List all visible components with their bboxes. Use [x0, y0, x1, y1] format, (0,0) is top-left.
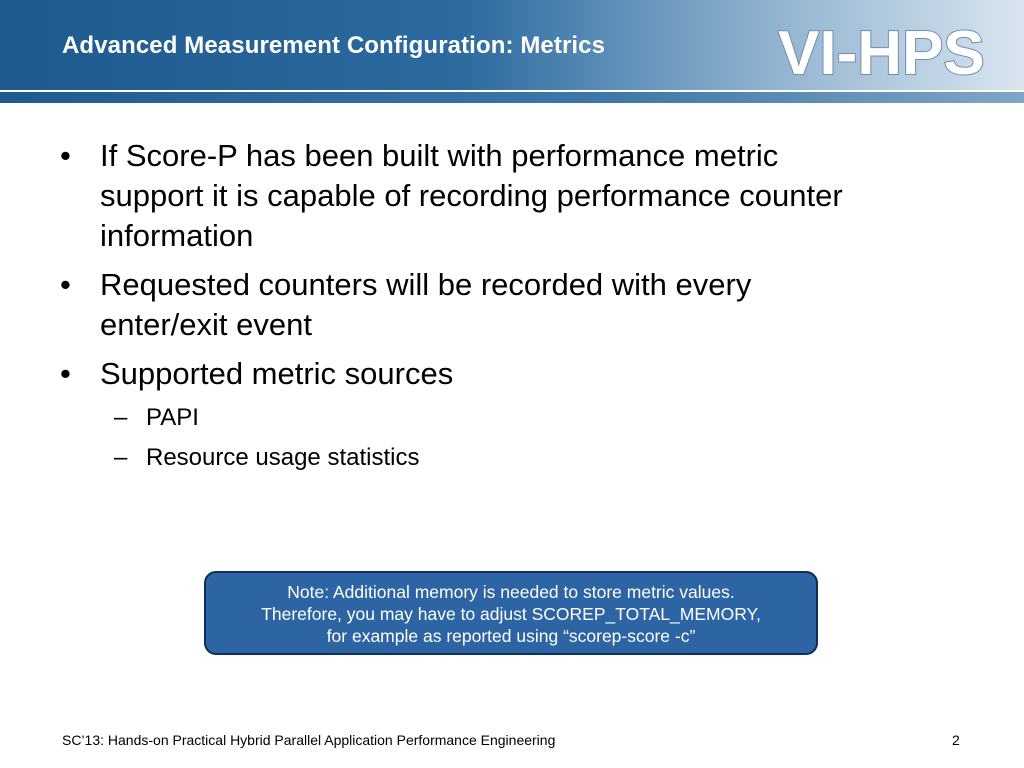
- bullet-marker: •: [60, 138, 71, 173]
- bullet-marker: •: [60, 267, 71, 302]
- bullet-item: [60, 265, 940, 345]
- bullet-line: If Score-P has been built with performance metric: [100, 138, 779, 173]
- bullet-line: information: [100, 218, 254, 253]
- bullet-marker: •: [60, 356, 71, 391]
- bullet-line: Requested counters will be recorded with every: [100, 267, 752, 302]
- sub-bullet-marker: –: [114, 444, 128, 471]
- bullet-line: enter/exit event: [100, 307, 312, 342]
- bullet-line: support it is capable of recording performance counter: [100, 178, 843, 213]
- vi-hps-logo: [776, 12, 986, 82]
- sub-bullet-text: Resource usage statistics: [146, 444, 420, 471]
- note-callout: [204, 571, 818, 655]
- sub-bullet-text: PAPI: [146, 404, 199, 431]
- footer-text: SC’13: Hands-on Practical Hybrid Parallel Application Performance Engineering: [62, 732, 556, 748]
- logo-text: VI-HPS: [778, 19, 985, 82]
- page-number: 2: [952, 732, 960, 748]
- note-line: Therefore, you may have to adjust SCOREP_TOTAL_MEMORY,: [261, 604, 761, 624]
- sub-bullet-marker: –: [114, 404, 128, 431]
- sub-bullet-item: [100, 438, 940, 478]
- header-banner: [0, 0, 1024, 90]
- note-line: for example as reported using “scorep-score -c”: [326, 626, 696, 646]
- sub-bullet-item: [100, 398, 940, 438]
- bullet-line: Supported metric sources: [100, 356, 454, 391]
- bullet-list: [60, 136, 940, 487]
- header-divider: [0, 90, 1024, 103]
- bullet-item: [60, 136, 940, 256]
- sub-bullet-list: [100, 398, 940, 478]
- slide-title: Advanced Measurement Configuration: Metrics: [62, 32, 606, 59]
- note-line: Note: Additional memory is needed to store metric values.: [287, 582, 735, 602]
- bullet-item: [60, 354, 940, 478]
